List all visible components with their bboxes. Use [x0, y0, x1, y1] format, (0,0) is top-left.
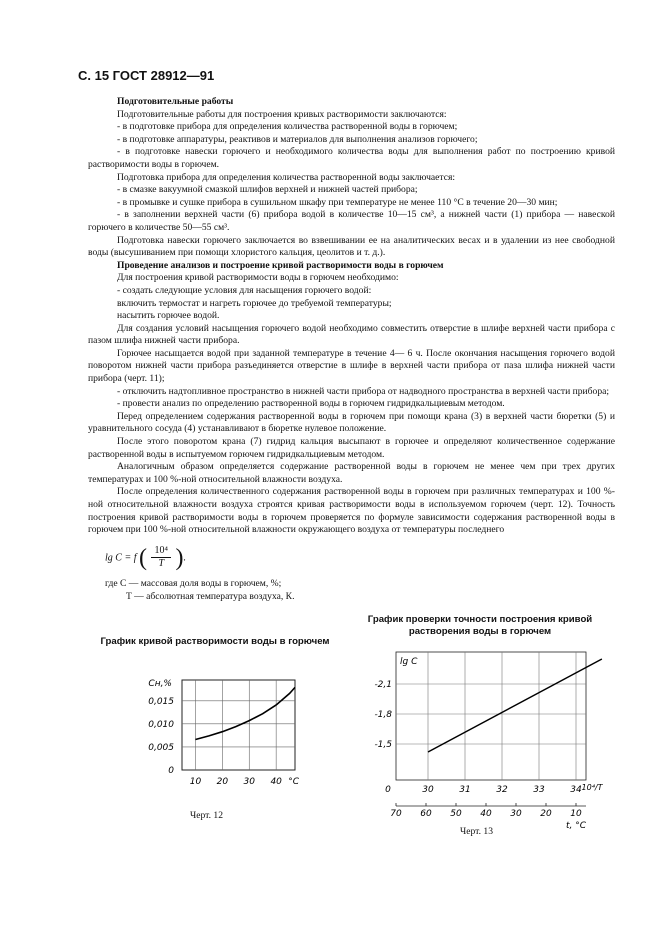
list-item: - в подготовке прибора для определения количества растворенной воды в горючем; [117, 121, 458, 133]
chart12-caption: Черт. 12 [190, 810, 224, 821]
chart13-x-tick: 31 [459, 785, 471, 795]
chart13-y-tick: -1,8 [374, 710, 392, 720]
paragraph: Аналогичным образом определяется содержание растворенной воды в горючем не менее чем при трех других температурах и 100 %-ной относительной влажности воздуха. [88, 461, 615, 485]
paragraph: После определения количественного содержания растворенной воды в горючем при различных температурах и 100 %-ной относительной влажности воздуха строятся кривая растворимости воды в используемом горючем (черт. 12). Точность построения кривой растворимости воды в горючем проверяется по формуле зависимости содержания растворенной воды в горючем при 100 %-ной относительной влажности окружающего воздуха от температуры последнего [88, 486, 615, 536]
chart12-x-tick: 20 [216, 777, 229, 787]
chart13-temp-tick: 20 [540, 809, 552, 819]
chart13-frame [396, 652, 586, 780]
chart13-temp-tick: 60 [420, 809, 432, 819]
paragraph: Перед определением содержания растворенной воды в горючем при помощи крана (3) в верхней части бюретки (5) и уравнительного сосуда (4) устанавливают в бюретке нулевое положение. [88, 410, 615, 435]
chart13-x-tick: 34 [570, 785, 582, 795]
list-item: - в подготовке навески горючего и необходимого количества воды для выполнения работ по построению кривой растворимости воды в горючем. [88, 146, 615, 170]
chart12-x-label: °C [288, 777, 300, 787]
list-item: - создать следующие условия для насыщения горючего водой: [117, 284, 372, 296]
body-text [88, 96, 615, 577]
chart13-x-tick: 32 [496, 785, 508, 795]
list-item: - в заполнении верхней части (6) прибора водой в количестве 10—15 см³, а нижней части (1) прибора — навеской горючего в количестве 50—55 см³. [88, 209, 615, 233]
legend-c: где C — массовая доля воды в горючем, %; [105, 578, 282, 589]
list-item: - провести анализ по определению растворенной воды в горючем гидридкальциевым методом. [117, 398, 505, 410]
chart13-title: График проверки точности построения кривой растворения воды в горючем [367, 614, 593, 637]
chart12-curve [195, 687, 295, 739]
formula-paren-close: ) [175, 544, 184, 571]
chart13-x-label-bottom: t, °C [565, 821, 587, 831]
list-item: - в смазке вакуумной смазкой шлифов верхней и нижней частей прибора; [117, 184, 418, 196]
section-heading: Подготовительные работы [117, 96, 234, 107]
chart13-temp-tick: 10 [570, 809, 582, 819]
chart12 [120, 672, 340, 792]
list-item: включить термостат и нагреть горючее до требуемой температуры; [117, 297, 392, 309]
formula-lhs: lg C = f [105, 552, 137, 564]
paragraph: Подготовка навески горючего заключается во взвешивании ее на аналитических весах и в удалении из нее свободной воды (высушиванием при помощи хлористого кальция, цеолитов и т. д.). [88, 234, 615, 259]
chart12-y-tick: 0 [168, 766, 174, 776]
legend-t: T — абсолютная температура воздуха, К. [126, 591, 295, 602]
formula: lg C = f ( $\frac{\text{10⁴}}{T}$ ). [105, 544, 186, 571]
formula-paren-open: ( [138, 544, 147, 571]
chart12-y-tick: 0,015 [148, 696, 174, 707]
chart12-x-tick: 40 [270, 777, 282, 787]
paragraph: После этого поворотом крана (7) гидрид кальция высыпают в горючее и определяют количественное содержание растворенной воды в испытуемом горючем гидридкальциевым методом. [88, 436, 615, 460]
chart13-y-tick: -2,1 [374, 680, 392, 690]
chart13-temp-tick: 40 [480, 809, 492, 819]
chart13-temp-tick: 70 [390, 809, 402, 819]
paragraph: Горючее насыщается водой при заданной температуре в течение 4— 6 ч. После окончания насыщения горючего водой поворотом нижней части прибора разъединяется отверстие в шлифе в верхней части прибора от паза шлифа нижней части прибора (черт. 11); [88, 347, 615, 385]
paragraph: Подготовительные работы для построения кривых растворимости заключаются: [117, 108, 447, 120]
chart13-y-label: lg C [400, 657, 418, 667]
paragraph: Подготовка прибора для определения количества растворенной воды заключается: [117, 171, 456, 183]
formula-numerator: 10⁴ [151, 545, 171, 559]
chart12-y-tick: 0,010 [148, 719, 174, 730]
chart13-temp-tick: 50 [450, 809, 462, 819]
formula-fraction [151, 545, 171, 571]
chart13-x-label-top: 10⁴/T [581, 783, 603, 792]
chart13 [358, 646, 603, 836]
paragraph: Для создания условий насыщения горючего водой необходимо совместить отверстие в шлифе верхней части прибора с пазом шлифа нижней части прибора. [88, 322, 615, 347]
chart13-x-tick: 33 [533, 785, 545, 795]
chart12-y-label: Сн,% [148, 679, 172, 689]
list-item: - в подготовке аппаратуры, реактивов и материалов для выполнения анализов горючего; [117, 133, 478, 145]
chart13-y-zero: 0 [385, 785, 391, 795]
chart13-x-tick: 30 [422, 785, 434, 795]
formula-denominator: T [158, 558, 165, 570]
chart13-temp-tick: 30 [510, 809, 522, 819]
page-header: С. 15 ГОСТ 28912—91 [78, 68, 215, 83]
chart12-x-tick: 10 [189, 777, 202, 787]
chart12-y-tick: 0,005 [148, 742, 174, 753]
chart12-x-tick: 30 [243, 777, 255, 787]
list-item: насытить горючее водой. [117, 310, 220, 322]
paragraph: Для построения кривой растворимости воды в горючем необходимо: [117, 272, 399, 284]
list-item: - отключить надтопливное пространство в нижней части прибора от надводного пространства в верхней части прибора; [117, 385, 610, 397]
chart13-caption: Черт. 13 [460, 826, 494, 837]
list-item: - в промывке и сушке прибора в сушильном шкафу при температуре не менее 110 °С в течение 20—30 мин; [117, 196, 558, 208]
section-heading: Проведение анализов и построение кривой растворимости воды в горючем [117, 259, 444, 271]
chart13-y-tick: -1,5 [374, 740, 392, 750]
chart12-title: График кривой растворимости воды в горючем [100, 636, 330, 647]
